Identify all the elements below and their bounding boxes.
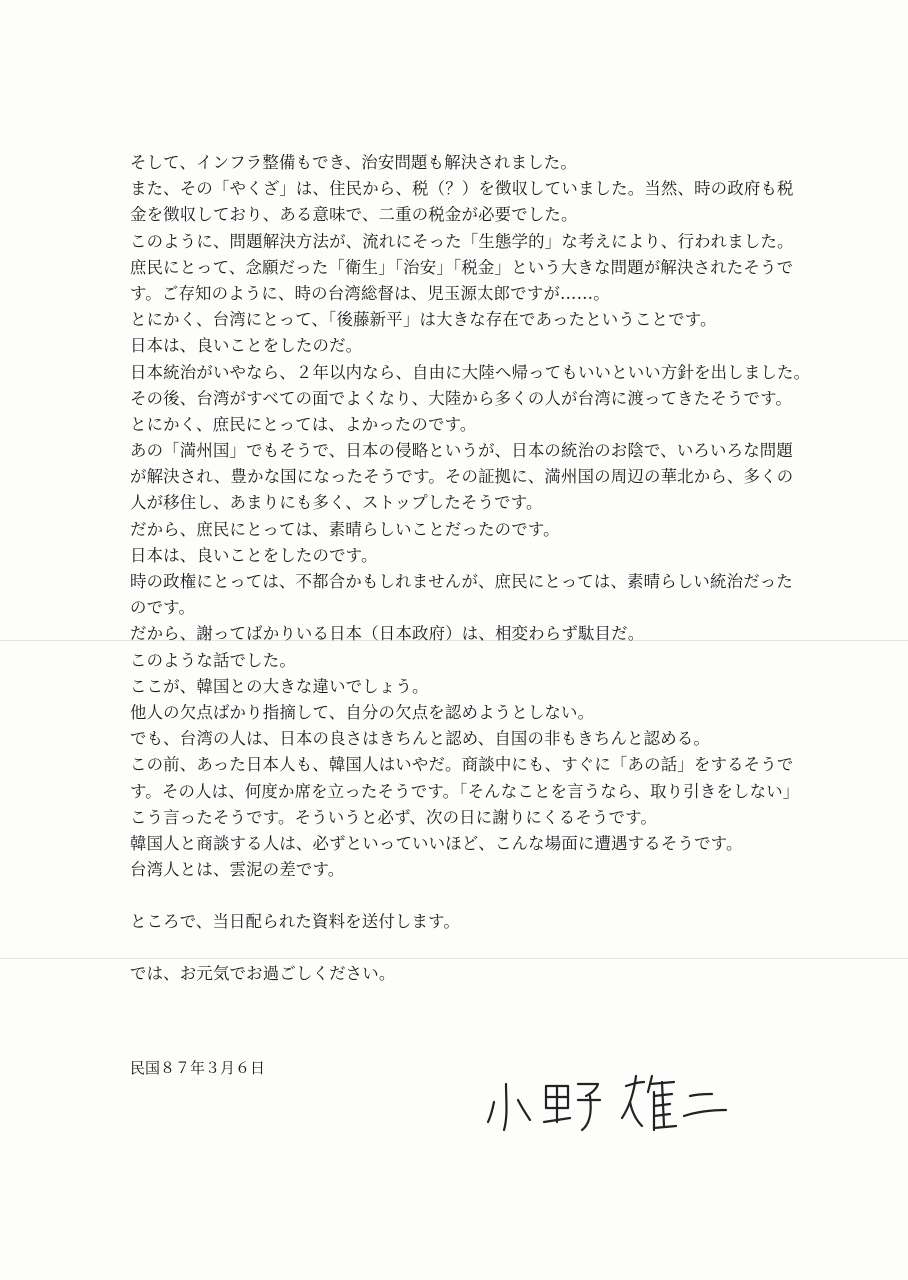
closing-line: では、お元気でお過ごしください。	[130, 964, 396, 984]
letter-line: とにかく、庶民にとっては、よかったのです。	[130, 414, 477, 434]
paragraph-gap	[130, 883, 790, 909]
letter-line: す。その人は、何度か席を立ったそうです。「そんなことを言うなら、取り引きをしない」	[130, 781, 800, 801]
letter-line: あの「満州国」でもそうで、日本の侵略というが、日本の統治のお陰で、いろいろな問題	[130, 441, 793, 461]
letter-line: 人が移住し、あまりにも多く、ストップしたそうです。	[130, 493, 543, 513]
letter-line: 日本統治がいやなら、２年以内なら、自由に大陸へ帰ってもいいといい方針を出しました。	[130, 362, 811, 382]
letter-line: この前、あった日本人も、韓国人はいやだ。商談中にも、すぐに「あの話」をするそうで	[130, 755, 794, 775]
letter-line: その後、台湾がすべての面でよくなり、大陸から多くの人が台湾に渡ってきたそうです。	[130, 388, 792, 408]
letter-line: 時の政権にとっては、不都合かもしれませんが、庶民にとっては、素晴らしい統治だった	[130, 572, 793, 591]
handwritten-signature	[486, 1072, 736, 1142]
letter-line: とにかく、台湾にとって、「後藤新平」は大きな存在であったということです。	[130, 310, 717, 330]
letter-line: 韓国人と商談する人は、必ずといっていいほど、こんな場面に遭遇するそうです。	[130, 833, 743, 853]
letter-line: だから、庶民にとっては、素晴らしいことだったのです。	[130, 519, 560, 539]
letter-line: こう言ったそうです。そういうと必ず、次の日に謝りにくるそうです。	[130, 807, 657, 827]
paragraph-gap	[130, 935, 790, 961]
letter-line: 金を徴収しており、ある意味で、二重の税金が必要でした。	[130, 205, 578, 225]
letter-date: 民国８７年３月６日	[130, 1059, 266, 1077]
letter-line: 他人の欠点ばかり指摘して、自分の欠点を認めようとしない。	[130, 702, 595, 722]
letter-line: のです。	[130, 598, 196, 618]
letter-line: 庶民にとって、念願だった「衛生」「治安」「税金」という大きな問題が解決されたそうで	[130, 257, 794, 277]
letter-line: そして、インフラ整備もでき、治安問題も解決されました。	[130, 153, 577, 172]
letter-line: ここが、韓国との大きな違いでしょう。	[130, 676, 429, 696]
letter-line: 日本は、良いことをしたのだ。	[130, 336, 363, 356]
letter-line: 日本は、良いことをしたのです。	[130, 545, 378, 565]
letter-line: このように、問題解決方法が、流れにそった「生態学的」な考えにより、行われました。	[130, 231, 794, 251]
letter-line: す。ご存知のように、時の台湾総督は、児玉源太郎ですが……。	[130, 283, 610, 303]
letter-body	[130, 150, 811, 988]
letter-line: だから、謝ってばかりいる日本（日本政府）は、相変わらず駄目だ。	[130, 624, 645, 644]
letter-line: が解決され、豊かな国になったそうです。その証拠に、満州国の周辺の華北から、多くの	[130, 467, 794, 487]
closing-line: ところで、当日配られた資料を送付します。	[130, 912, 461, 932]
letter-line: でも、台湾の人は、日本の良さはきちんと認め、自国の非もきちんと認める。	[130, 729, 711, 749]
letter-line: 台湾人とは、雲泥の差です。	[130, 860, 345, 880]
letter-line: このような話でした。	[130, 650, 296, 670]
letter-line: また、その「やくざ」は、住民から、税（？）を徴収していました。当然、時の政府も税	[130, 179, 794, 199]
